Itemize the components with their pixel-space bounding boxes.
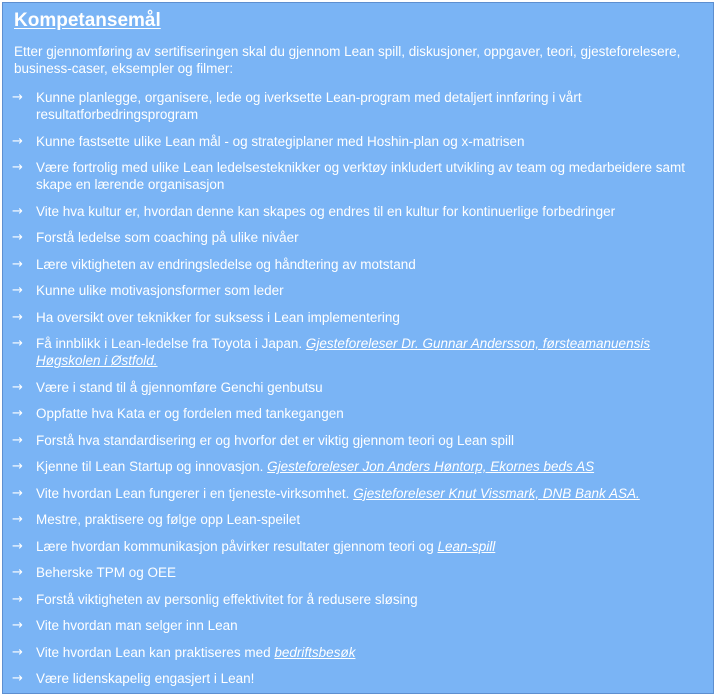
list-item-text: Få innblikk i Lean-ledelse fra Toyota i Japan. — [36, 336, 306, 351]
list-item-text: Forstå ledelse som coaching på ulike nivåer — [36, 230, 299, 245]
list-item — [3, 159, 715, 193]
list-item — [3, 591, 715, 608]
list-item — [3, 89, 715, 123]
list-item-text: Vite hvordan Lean kan praktiseres med — [36, 644, 275, 660]
arrow-right-icon: → — [12, 644, 23, 660]
list-item-text: Være lidenskapelig engasjert i Lean! — [36, 671, 255, 686]
arrow-right-icon: → — [12, 283, 23, 298]
list-item — [3, 432, 715, 449]
arrow-right-icon: → — [12, 379, 23, 395]
arrow-right-icon: → — [12, 160, 23, 175]
list-item — [3, 458, 715, 475]
goals-list — [3, 89, 715, 697]
arrow-right-icon: → — [12, 203, 23, 219]
list-item — [3, 379, 715, 396]
list-item-text: Beherske TPM og OEE — [36, 565, 177, 580]
arrow-right-icon: → — [12, 459, 23, 474]
arrow-right-icon: → — [12, 256, 23, 272]
list-item — [3, 564, 715, 581]
arrow-right-icon: → — [12, 133, 23, 149]
list-item-link[interactable]: bedriftsbesøk — [274, 644, 356, 660]
list-item-link[interactable]: Gjesteforeleser Jon Anders Høntorp, Ekornes beds AS — [267, 459, 595, 474]
list-item-text: Forstå hva standardisering er og hvorfor det er viktig gjennom teori og Lean spill — [36, 432, 515, 448]
arrow-right-icon: → — [12, 485, 23, 501]
list-item — [3, 203, 715, 220]
list-item-link[interactable]: Lean-spill — [437, 538, 496, 554]
arrow-right-icon: → — [12, 671, 23, 686]
list-item-text: Kunne fastsette ulike Lean mål - og strategiplaner med Hoshin-plan og x-matrisen — [36, 133, 525, 149]
intro-text: Etter gjennomføring av sertifiseringen skal du gjennom Lean spill, diskusjoner, oppgaver, teori, gjesteforelesere, business-caser, eksempler og filmer: — [14, 44, 681, 76]
list-item-link[interactable]: Gjesteforeleser Knut Vissmark, DNB Bank ASA. — [353, 485, 640, 501]
list-item-text: Forstå viktigheten av personlig effektivitet for å redusere sløsing — [36, 591, 418, 607]
arrow-right-icon: → — [12, 432, 23, 448]
list-item — [3, 511, 715, 528]
list-item — [3, 133, 715, 150]
list-item — [3, 282, 715, 299]
arrow-right-icon: → — [12, 565, 23, 580]
list-item — [3, 256, 715, 273]
list-item — [3, 309, 715, 326]
list-item — [3, 405, 715, 422]
arrow-right-icon: → — [12, 90, 23, 105]
list-item-text: Kunne planlegge, organisere, lede og iverksette Lean-program med detaljert innføring i vårt resultatforbedringsprogram — [36, 90, 582, 122]
list-item-text: Mestre, praktisere og følge opp Lean-speilet — [36, 512, 301, 527]
arrow-right-icon: → — [12, 336, 23, 351]
list-item — [3, 617, 715, 634]
list-item-text: Være fortrolig med ulike Lean ledelsesteknikker og verktøy inkludert utvikling av team og medarbeidere samt skape en lærende organisasjon — [36, 160, 686, 192]
list-item-text: Vite hvordan Lean fungerer i en tjeneste-virksomhet. — [36, 485, 354, 501]
list-item-text: Kunne ulike motivasjonsformer som leder — [36, 283, 284, 298]
list-item-text: Være i stand til å gjennomføre Genchi genbutsu — [36, 379, 323, 395]
arrow-right-icon: → — [12, 406, 23, 421]
list-item-text: Kjenne til Lean Startup og innovasjon. — [36, 459, 268, 474]
arrow-right-icon: → — [12, 591, 23, 607]
list-item-text: Lære hvordan kommunikasjon påvirker resultater gjennom teori og — [36, 538, 438, 554]
list-item — [3, 670, 715, 687]
list-item — [3, 335, 715, 369]
list-item-text: Vite hva kultur er, hvordan denne kan skapes og endres til en kultur for kontinuerlige forbedringer — [36, 203, 616, 219]
list-item-text: Lære viktigheten av endringsledelse og håndtering av motstand — [36, 256, 416, 272]
list-item — [3, 485, 715, 502]
arrow-right-icon: → — [12, 230, 23, 245]
section-title: Kompetansemål — [14, 10, 161, 31]
list-item — [3, 644, 715, 661]
arrow-right-icon: → — [12, 618, 23, 633]
list-item — [3, 538, 715, 555]
list-item-link[interactable]: Gjesteforeleser Dr. Gunnar Andersson, førsteamanuensis Høgskolen i Østfold. — [36, 336, 651, 368]
arrow-right-icon: → — [12, 309, 23, 325]
list-item — [3, 229, 715, 246]
list-item-text: Vite hvordan man selger inn Lean — [36, 618, 238, 633]
list-item-text: Oppfatte hva Kata er og fordelen med tankegangen — [36, 406, 344, 421]
competence-panel — [2, 2, 714, 694]
arrow-right-icon: → — [12, 538, 23, 554]
list-item-text: Ha oversikt over teknikker for suksess i Lean implementering — [36, 309, 400, 325]
arrow-right-icon: → — [12, 512, 23, 527]
